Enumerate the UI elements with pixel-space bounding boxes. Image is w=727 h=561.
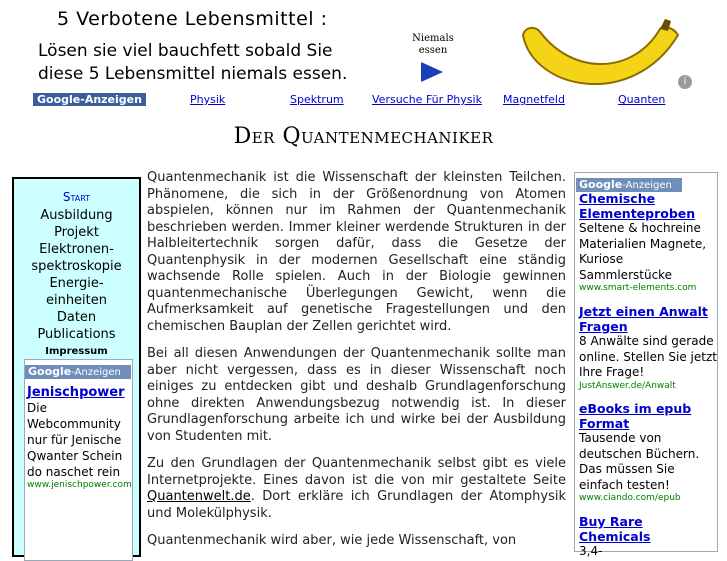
right-ad-1-url[interactable]: www.smart-elements.com xyxy=(579,283,697,293)
right-ad-3-title[interactable]: eBooks im epub Format xyxy=(579,401,692,431)
right-ad-2-url[interactable]: JustAnswer.de/Anwalt xyxy=(579,380,676,391)
nav-item-spektroskopie[interactable]: spektroskopie xyxy=(31,259,122,274)
google-badge-suffix: -Anzeigen xyxy=(622,180,672,191)
ad-link-physik[interactable]: Physik xyxy=(190,93,226,106)
ad-link-magnetfeld[interactable]: Magnetfeld xyxy=(503,93,565,106)
nav-item-ausbildung[interactable]: Ausbildung xyxy=(40,208,113,223)
paragraph-1: Quantenmechanik ist die Wissenschaft der kleinsten Teilchen. Phänomene, die sich in der Größenordnung von Atomen abspielen, können nur im Rahmen der Quantenmechanik beschrieben werden. Immer kleiner werdende Strukturen in der Halbleitertechnik sorgen dafür, dass die Gesetze der Quantenphysik in der modernen Gesellschaft eine ständig wachsende Rolle spielen. Auch in der Biologie gewinnen quantenmechanische Überlegungen Gewicht, wenn die Aufmerksamkeit auf genetische Fragestellungen und den chemischen Bauplan der Zellen gerichtet wird. xyxy=(147,170,566,334)
google-ads-badge[interactable] xyxy=(25,365,131,379)
banner-text-line-1: Lösen sie viel bauchfett sobald Sie xyxy=(38,41,333,61)
google-badge-logo: Google xyxy=(28,365,72,378)
left-ad-url[interactable]: www.jenischpower.com xyxy=(27,480,132,490)
right-ad-3-body: Tausende von deutschen Büchern. Das müssen Sie einfach testen! xyxy=(579,431,700,492)
google-badge-logo: Google xyxy=(579,178,623,191)
ad-info-icon[interactable]: i xyxy=(678,75,692,89)
banner-text-line-2: diese 5 Lebensmittel niemals essen. xyxy=(38,64,348,84)
right-ad-1-body: Seltene & hochreine Materialien Magnete, Kuriose Sammlerstücke xyxy=(579,221,707,282)
sidebar-nav xyxy=(12,177,141,557)
right-ad-1[interactable] xyxy=(579,191,717,293)
ad-link-unit xyxy=(31,93,692,108)
main-content xyxy=(147,170,566,561)
banner-cta-text: Niemals essen xyxy=(412,33,454,56)
paragraph-3 xyxy=(147,456,566,522)
left-ad-box xyxy=(24,359,133,561)
nav-item-start[interactable]: Start xyxy=(62,190,91,204)
right-ads-column xyxy=(574,172,718,558)
right-ad-3[interactable] xyxy=(579,401,717,503)
right-ad-4[interactable] xyxy=(579,514,717,560)
right-ad-4-title[interactable]: Buy Rare Chemicals xyxy=(579,514,651,544)
paragraph-3-text-a: Zu den Grundlagen der Quantenmechanik selbst gibt es viele Internetprojekte. Eines davon ist die von mir gestaltete Seite xyxy=(147,456,566,488)
banner-ad[interactable] xyxy=(31,7,692,89)
google-badge-suffix: -Anzeigen xyxy=(71,367,121,378)
banner-headline: 5 Verbotene Lebensmittel : xyxy=(57,8,328,30)
nav-item-daten[interactable]: Daten xyxy=(56,310,97,325)
left-ad-body: Die Webcommunity nur für Jenische Qwanter Schein do naschet rein xyxy=(27,401,123,479)
quantenwelt-link[interactable]: Quantenwelt.de xyxy=(147,489,251,504)
ad-link-quanten[interactable]: Quanten xyxy=(618,93,666,106)
right-ad-2-title[interactable]: Jetzt einen Anwalt Fragen xyxy=(579,304,708,334)
right-ad-3-url[interactable]: www.ciando.com/epub xyxy=(579,493,681,503)
paragraph-3-text-b: . Dort erkläre ich Grundlagen der Atomphysik und Molekülphysik. xyxy=(147,489,566,521)
right-ad-4-body: 3,4- xyxy=(579,544,603,558)
nav-item-publications[interactable]: Publications xyxy=(37,327,116,342)
right-ad-1-title[interactable]: Chemische Elementeproben xyxy=(579,191,696,221)
nav-item-projekt[interactable]: Projekt xyxy=(54,225,99,240)
nav-item-impressum[interactable]: Impressum xyxy=(45,346,108,357)
nav-item-einheiten[interactable]: einheiten xyxy=(45,293,108,308)
nav-item-energie[interactable]: Energie- xyxy=(49,276,104,291)
paragraph-4: Quantenmechanik wird aber, wie jede Wissenschaft, von xyxy=(147,533,517,548)
ad-link-versuche[interactable]: Versuche Für Physik xyxy=(372,93,482,106)
play-arrow-icon[interactable] xyxy=(421,62,443,82)
google-ads-label[interactable]: Google-Anzeigen xyxy=(33,93,146,106)
right-ad-2[interactable] xyxy=(579,304,717,391)
nav-item-elektronen[interactable]: Elektronen- xyxy=(39,242,114,257)
google-ads-badge[interactable] xyxy=(576,178,682,192)
page-title: Der Quantenmechaniker xyxy=(233,124,494,149)
left-ad-title[interactable]: Jenischpower xyxy=(27,385,125,400)
ad-link-spektrum[interactable]: Spektrum xyxy=(290,93,344,106)
right-ad-2-body: 8 Anwälte sind gerade online. Stellen Sie jetzt Ihre Frage! xyxy=(579,334,717,379)
paragraph-2: Bei all diesen Anwendungen der Quantenmechanik sollte man aber nicht vergessen, dass es in dieser Wissenschaft noch einiges zu entdecken gibt und deshalb Grundlagenforschung ohne direkten Anwendungsbezug notwendig ist. In dieser Grundlagenforschung arbeite ich und wirke bei der Ausbildung von Studenten mit. xyxy=(147,346,566,444)
banana-image xyxy=(513,15,683,89)
